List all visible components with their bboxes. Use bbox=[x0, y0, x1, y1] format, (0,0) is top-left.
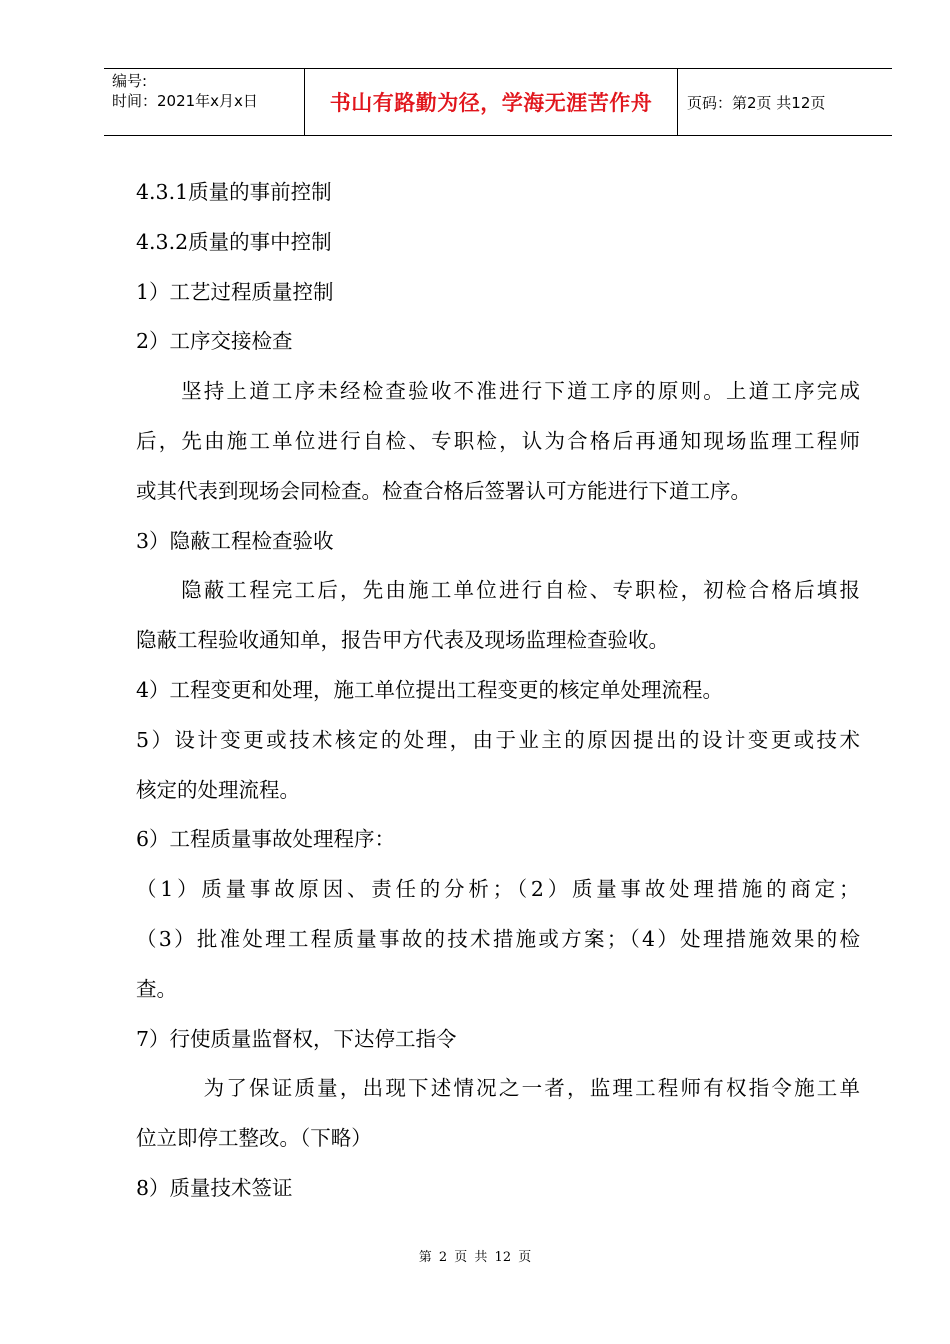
paragraph-line: 核定的处理流程。 bbox=[136, 777, 300, 802]
header-meta bbox=[104, 69, 304, 135]
list-item: 2）工序交接检查 bbox=[136, 329, 293, 354]
document-header bbox=[104, 68, 892, 136]
header-motto: 书山有路勤为径，学海无涯苦作舟 bbox=[304, 69, 678, 135]
list-item: 6）工程质量事故处理程序： bbox=[136, 827, 396, 852]
section-heading: 4.3.2质量的事中控制 bbox=[136, 229, 332, 254]
paragraph-line: 或其代表到现场会同检查。检查合格后签署认可方能进行下道工序。 bbox=[136, 478, 751, 503]
header-page-info: 页码：第2页 共12页 bbox=[687, 93, 826, 112]
paragraph-line: （1）质量事故原因、责任的分析；（2）质量事故处理措施的商定； bbox=[136, 877, 860, 902]
paragraph-line: 后，先由施工单位进行自检、专职检，认为合格后再通知现场监理工程师 bbox=[136, 428, 860, 453]
paragraph-line: 隐蔽工程完工后，先由施工单位进行自检、专职检，初检合格后填报 bbox=[181, 578, 860, 603]
list-item: 4）工程变更和处理，施工单位提出工程变更的核定单处理流程。 bbox=[136, 677, 724, 702]
page-footer: 第 2 页 共 12 页 bbox=[418, 1250, 532, 1265]
paragraph-line: 位立即停工整改。（下略） bbox=[136, 1126, 372, 1151]
section-heading: 4.3.1质量的事前控制 bbox=[136, 180, 332, 204]
list-item: 5）设计变更或技术核定的处理，由于业主的原因提出的设计变更或技术 bbox=[136, 727, 860, 752]
doc-time-label: 时间：2021年x月x日 bbox=[112, 92, 258, 110]
paragraph-line: （3）批准处理工程质量事故的技术措施或方案；（4）处理措施效果的检 bbox=[136, 926, 860, 951]
paragraph-line: 坚持上道工序未经检查验收不准进行下道工序的原则。上道工序完成 bbox=[181, 379, 860, 404]
doc-number-label: 编号: bbox=[112, 72, 148, 90]
paragraph-line: 查。 bbox=[136, 976, 177, 1001]
paragraph-line: 为了保证质量，出现下述情况之一者，监理工程师有权指令施工单 bbox=[203, 1076, 860, 1101]
list-item: 1）工艺过程质量控制 bbox=[136, 279, 334, 304]
list-item: 8）质量技术签证 bbox=[136, 1175, 293, 1200]
paragraph-line: 隐蔽工程验收通知单，报告甲方代表及现场监理检查验收。 bbox=[136, 628, 669, 653]
document-body bbox=[136, 168, 860, 1214]
list-item: 7）行使质量监督权，下达停工指令 bbox=[136, 1026, 457, 1051]
list-item: 3）隐蔽工程检查验收 bbox=[136, 528, 334, 553]
